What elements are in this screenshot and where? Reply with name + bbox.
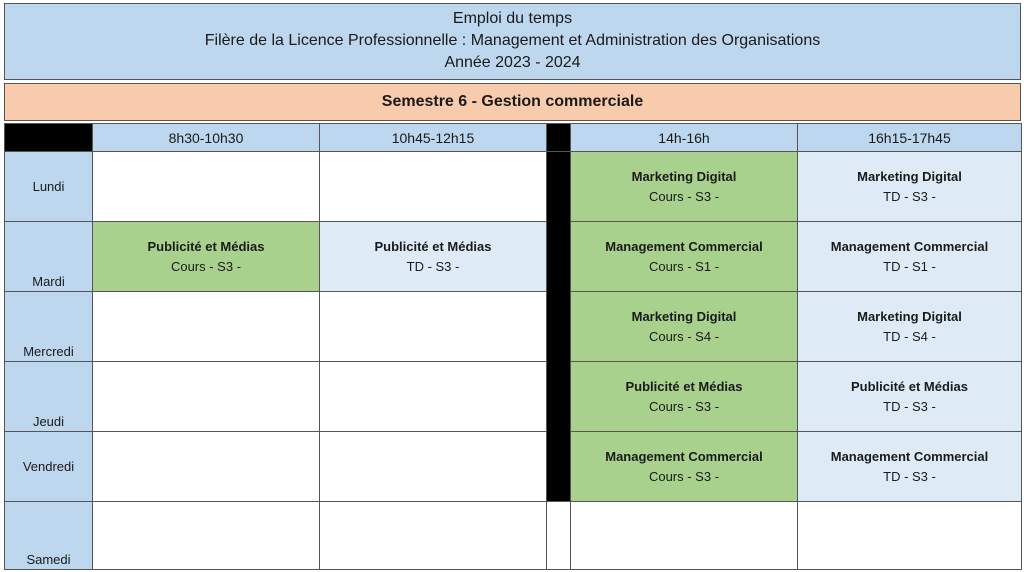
slot-cell	[798, 152, 1022, 222]
slot-cell	[320, 152, 547, 222]
slot-cell	[798, 502, 1022, 570]
course-name: Publicité et Médias	[147, 238, 265, 254]
course-name: Management Commercial	[605, 238, 763, 254]
slot-cell	[571, 362, 798, 432]
lunch-break-empty	[547, 502, 571, 570]
timetable-sheet	[4, 3, 1021, 569]
course-name: Management Commercial	[830, 238, 989, 254]
year-line: Année 2023 - 2024	[444, 54, 581, 71]
session-type: TD - S1 -	[883, 258, 936, 274]
session-type: TD - S3 -	[883, 398, 936, 414]
day-label: Lundi	[5, 152, 93, 222]
day-label: Mercredi	[5, 292, 93, 362]
day-row	[5, 152, 1022, 222]
slot-cell	[571, 292, 798, 362]
course-name: Management Commercial	[605, 448, 763, 464]
session-type: TD - S3 -	[883, 188, 936, 204]
slot-cell	[93, 432, 320, 502]
course-name: Marketing Digital	[631, 308, 737, 324]
slot-cell	[571, 222, 798, 292]
slot-cell	[320, 222, 547, 292]
program-line: Filère de la Licence Professionnelle : Management et Administration des Organisations	[204, 32, 821, 49]
column-header: 16h15-17h45	[798, 124, 1022, 152]
slot-cell	[320, 292, 547, 362]
column-header: 14h-16h	[571, 124, 798, 152]
session-type: Cours - S3 -	[648, 398, 720, 414]
slot-cell	[320, 502, 547, 570]
course-name: Management Commercial	[830, 448, 989, 464]
slot-cell	[93, 292, 320, 362]
course-name: Marketing Digital	[857, 168, 962, 184]
session-type: Cours - S1 -	[648, 258, 720, 274]
course-name: Publicité et Médias	[374, 238, 492, 254]
slot-cell	[93, 222, 320, 292]
day-label: Jeudi	[5, 362, 93, 432]
session-type: Cours - S3 -	[170, 258, 242, 274]
lunch-break-bar	[547, 152, 571, 502]
session-type: TD - S4 -	[883, 328, 936, 344]
header-row	[5, 124, 1022, 152]
day-row	[5, 362, 1022, 432]
slot-cell	[320, 362, 547, 432]
column-header: 10h45-12h15	[320, 124, 547, 152]
day-row	[5, 432, 1022, 502]
slot-cell	[798, 292, 1022, 362]
slot-cell	[93, 502, 320, 570]
slot-cell	[571, 432, 798, 502]
day-label: Vendredi	[5, 432, 93, 502]
course-name: Marketing Digital	[631, 168, 737, 184]
day-row	[5, 292, 1022, 362]
slot-cell	[320, 432, 547, 502]
schedule-table	[4, 123, 1022, 570]
course-name: Marketing Digital	[857, 308, 962, 324]
day-label: Mardi	[5, 222, 93, 292]
corner-cell	[5, 124, 93, 152]
title-band	[4, 3, 1021, 80]
course-name: Publicité et Médias	[850, 378, 969, 394]
session-type: Cours - S3 -	[648, 188, 720, 204]
lunch-break-header	[547, 124, 571, 152]
session-type: TD - S3 -	[406, 258, 460, 274]
column-header: 8h30-10h30	[93, 124, 320, 152]
day-row	[5, 222, 1022, 292]
session-type: Cours - S4 -	[648, 328, 720, 344]
day-row	[5, 502, 1022, 570]
session-type: TD - S3 -	[883, 468, 936, 484]
semester-title: Semestre 6 - Gestion commerciale	[4, 83, 1021, 121]
slot-cell	[93, 362, 320, 432]
course-name: Publicité et Médias	[625, 378, 743, 394]
slot-cell	[571, 152, 798, 222]
slot-cell	[798, 432, 1022, 502]
session-type: Cours - S3 -	[648, 468, 720, 484]
title-line: Emploi du temps	[452, 10, 573, 27]
day-label: Samedi	[5, 502, 93, 570]
slot-cell	[93, 152, 320, 222]
slot-cell	[571, 502, 798, 570]
slot-cell	[798, 222, 1022, 292]
slot-cell	[798, 362, 1022, 432]
